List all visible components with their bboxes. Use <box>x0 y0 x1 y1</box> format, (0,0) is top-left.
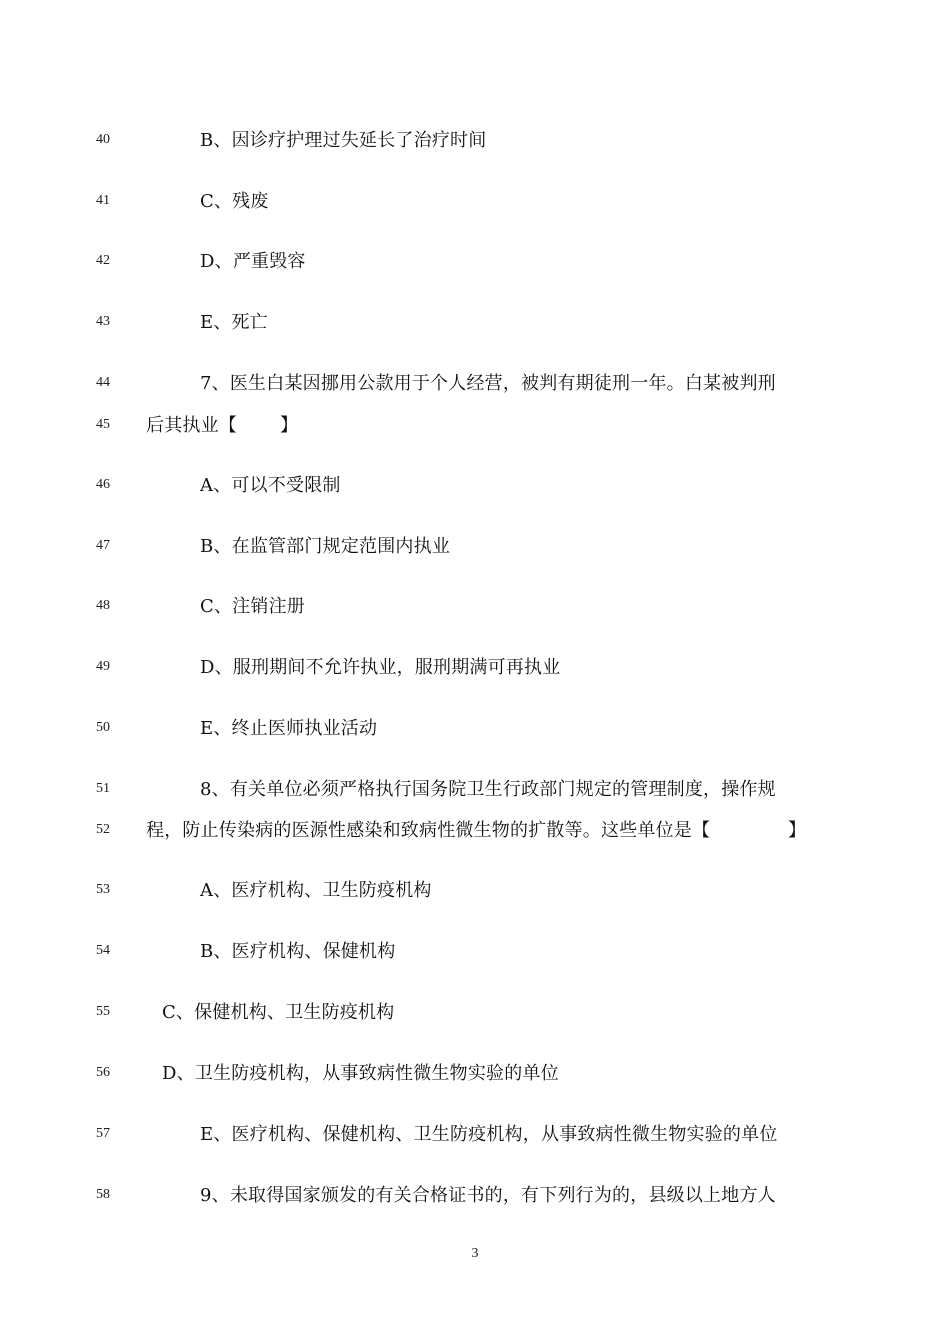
line-number: 57 <box>96 1126 110 1141</box>
document-line <box>0 710 950 750</box>
line-number: 55 <box>96 1004 110 1019</box>
question-text: 8、有关单位必须严格执行国务院卫生行政部门规定的管理制度，操作规 <box>200 779 776 800</box>
option-text: E、死亡 <box>200 312 268 333</box>
option-text: C、残废 <box>200 191 269 212</box>
option-text: D、卫生防疫机构，从事致病性微生物实验的单位 <box>162 1063 559 1084</box>
document-line <box>0 994 950 1034</box>
line-number: 51 <box>96 781 110 796</box>
page-number: 3 <box>471 1246 479 1261</box>
line-number: 45 <box>96 417 110 432</box>
line-number: 41 <box>96 193 110 208</box>
document-line <box>0 588 950 628</box>
document-line <box>0 122 950 162</box>
line-number: 43 <box>96 314 110 329</box>
option-text: B、在监管部门规定范围内执业 <box>200 536 451 557</box>
question-text: 7、医生白某因挪用公款用于个人经营，被判有期徒刑一年。白某被判刑 <box>200 373 776 394</box>
document-line <box>0 812 950 852</box>
option-text: D、严重毁容 <box>200 251 306 272</box>
option-text: E、医疗机构、保健机构、卫生防疫机构，从事致病性微生物实验的单位 <box>200 1124 778 1145</box>
document-line <box>0 407 950 447</box>
document-line <box>0 1177 950 1217</box>
line-number: 52 <box>96 822 110 837</box>
option-text: C、保健机构、卫生防疫机构 <box>162 1002 395 1023</box>
line-number: 48 <box>96 598 110 613</box>
document-line <box>0 1055 950 1095</box>
option-text: B、医疗机构、保健机构 <box>200 941 396 962</box>
line-number: 58 <box>96 1187 110 1202</box>
option-text: D、服刑期间不允许执业，服刑期满可再执业 <box>200 657 561 678</box>
option-text: E、终止医师执业活动 <box>200 718 378 739</box>
line-number: 50 <box>96 720 110 735</box>
answer-bracket-close: 】 <box>788 820 806 841</box>
line-number: 42 <box>96 253 110 268</box>
document-line <box>0 365 950 405</box>
option-text: A、医疗机构、卫生防疫机构 <box>200 880 432 901</box>
line-number: 46 <box>96 477 110 492</box>
document-line <box>0 183 950 223</box>
question-text: 9、未取得国家颁发的有关合格证书的，有下列行为的，县级以上地方人 <box>200 1185 776 1206</box>
line-number: 53 <box>96 882 110 897</box>
line-number: 49 <box>96 659 110 674</box>
document-line <box>0 243 950 283</box>
document-line <box>0 771 950 811</box>
document-line <box>0 304 950 344</box>
line-number: 40 <box>96 132 110 147</box>
document-line <box>0 1116 950 1156</box>
line-number: 56 <box>96 1065 110 1080</box>
question-text: 程，防止传染病的医源性感染和致病性微生物的扩散等。这些单位是【 <box>146 820 711 841</box>
document-line <box>0 528 950 568</box>
line-number: 47 <box>96 538 110 553</box>
option-text: C、注销注册 <box>200 596 305 617</box>
answer-bracket-close: 】 <box>280 415 298 436</box>
document-line <box>0 872 950 912</box>
option-text: A、可以不受限制 <box>200 475 341 496</box>
option-text: B、因诊疗护理过失延长了治疗时间 <box>200 130 487 151</box>
document-line <box>0 467 950 507</box>
document-line <box>0 649 950 689</box>
line-number: 54 <box>96 943 110 958</box>
document-line <box>0 933 950 973</box>
question-text: 后其执业【 <box>146 415 237 436</box>
line-number: 44 <box>96 375 110 390</box>
